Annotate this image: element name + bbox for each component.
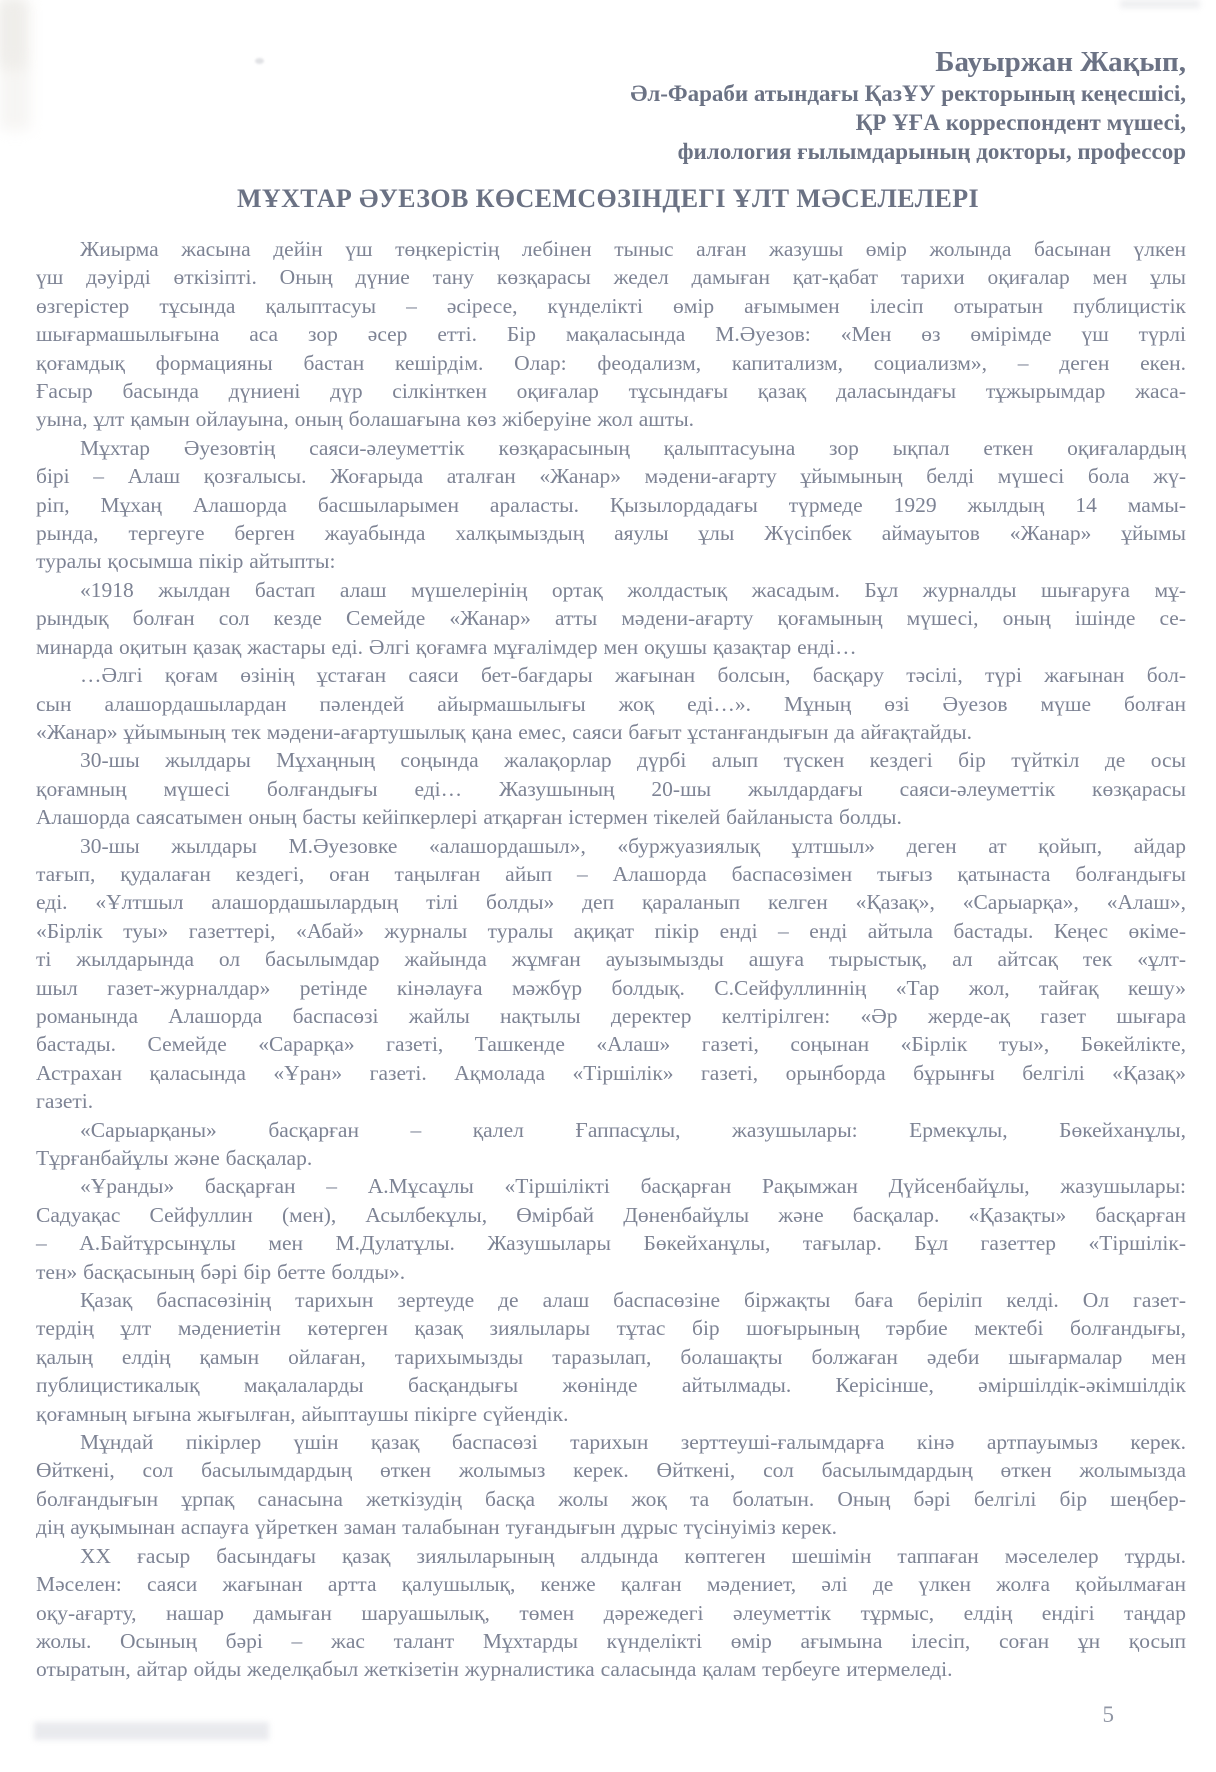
scan-smudge — [1120, 0, 1200, 8]
text-line: – А.Байтұрсынұлы мен М.Дулатұлы. Жазушылары Бөкейханұлы, тағылар. Бұл газеттер «Тіршілік- — [36, 1231, 1186, 1256]
text-line: 30-шы жылдары Мұхаңның соңында жалақорлар дүрбі алып түскен кездегі бір түйткіл де осы — [80, 748, 1186, 773]
text-line: қалың елдің қамын ойлаған, тарихымызды таразылап, болашақты болжаған әдеби шығармалар мен — [36, 1344, 1186, 1369]
author-name: Бауыржан Жақып, — [935, 46, 1186, 78]
paragraph — [36, 1116, 1186, 1173]
text-line: шыл газет-журналдар» ретінде кінәлауға мәжбүр болдық. С.Сейфуллиннің «Тар жол, тайғақ кешу» — [36, 975, 1186, 1000]
text-line: бірі – Алаш қозғалысы. Жоғарыда аталған «Жанар» мәдени-ағарту ұйымының белді мүшесі бола жү- — [36, 464, 1186, 489]
text-line: дің ауқымынан аспауға үйреткен заман талабынан туғандығын дұрыс түсінуіміз керек. — [36, 1515, 838, 1540]
paragraph — [36, 661, 1186, 746]
text-line: тен» басқасының бәрі бір бетте болды». — [36, 1259, 406, 1284]
text-line: тердің ұлт мәдениетін көтерген қазақ зиялылары тұтас бір шоғырының тәрбие мектебі болғандығы, — [36, 1316, 1186, 1341]
scan-smudge — [34, 1722, 269, 1740]
text-line: Тұрғанбайұлы және басқалар. — [36, 1146, 313, 1170]
paragraph — [36, 576, 1186, 661]
text-line: сын алашордашылардан пәлендей айырмашылығы жоқ еді…». Мұның өзі Әуезов мүше болған — [36, 691, 1186, 716]
text-line: публицистикалық мақалаларды басқандығы жөнінде айтылмады. Керісінше, әміршілдік-әкімшілдік — [36, 1373, 1186, 1398]
text-line: «Жанар» ұйымының тек мәдени-ағартушылық қана емес, саяси бағыт ұстанғандығын да айғақтайды. — [36, 719, 972, 744]
text-line: бастады. Семейде «Сарарқа» газеті, Ташкенде «Алаш» газеті, соңынан «Бірлік туы», Бөкейлікте, — [36, 1032, 1186, 1057]
article-title: МҰХТАР ӘУЕЗОВ КӨСЕМСӨЗІНДЕГІ ҰЛТ МӘСЕЛЕЛЕРІ — [236, 184, 980, 213]
text-line: еді. «Ұлтшыл алашордашылардың тілі болды» деп қараланып келген «Қазақ», «Сарыарқа», «Алаш», — [36, 890, 1186, 915]
paragraph — [36, 1542, 1186, 1684]
text-line: Ғасыр басында дүниені дүр сілкінткен оқиғалар тұсындағы қазақ даласындағы тұжырымдар жаса- — [36, 379, 1186, 404]
paragraph — [36, 832, 1186, 1116]
byline-line: филология ғылымдарының докторы, профессор — [677, 139, 1186, 164]
paragraph — [36, 1286, 1186, 1428]
text-line: өзгерістер тұсында қалыптасуы – әсіресе, күнделікті өмір ағымымен ілесіп отыратын публицистік — [36, 293, 1186, 318]
text-line: ті жылдарында ол басылымдар жайында жұмған ауызымызды ашуға тырыстық, ал айтсақ тек «ұлт- — [36, 947, 1186, 972]
text-line: отыратын, айтар ойды жеделқабыл жеткізетін журналистика саласында қалам тербеуге итермеледі. — [36, 1657, 953, 1682]
text-line: Жиырма жасына дейін үш төңкерістің лебінен тыныс алған жазушы өмір жолында басынан үлкен — [80, 237, 1186, 261]
text-line: газеті. — [36, 1089, 94, 1114]
text-line: «Бірлік туы» газеттері, «Абай» журналы туралы ақиқат пікір енді – енді айтыла бастады. Кеңес өкіме- — [36, 918, 1186, 943]
text-line: туралы қосымша пікір айтыпты: — [36, 549, 336, 574]
text-line: «1918 жылдан бастап алаш мүшелерінің ортақ жолдастық жасадым. Бұл журналды шығаруға мұ- — [80, 577, 1186, 602]
text-line: уына, ұлт қамын ойлауына, оның болашағына көз жіберуіне жол ашты. — [36, 407, 695, 432]
text-line: болғандығын ұрпақ санасына жеткізудің басқа жолы жоқ та болатын. Оның бәрі белгілі бір шеңбер- — [36, 1486, 1186, 1511]
text-line: «Сарыарқаны» басқарған – қалел Ғаппасұлы, жазушылары: Ермекұлы, Бөкейханұлы, — [80, 1117, 1186, 1142]
text-line: 30-шы жылдары М.Әуезовке «алашордашыл», «буржуазиялық ұлтшыл» деген ат қойып, айдар — [80, 833, 1186, 858]
text-line: оқу-ағарту, нашар дамыған шаруашылық, төмен дәрежедегі әлеуметтік тұрмыс, елдің ендігі таңдар — [36, 1600, 1186, 1625]
text-line: Астрахан қаласында «Ұран» газеті. Ақмолада «Тіршілік» газеті, орынборда бұрынғы белгілі «Қазақ» — [36, 1060, 1186, 1085]
paragraph — [36, 434, 1186, 576]
text-line: қоғамның ығына жығылған, айыптаушы пікірге сүйендік. — [36, 1401, 569, 1426]
text-line: «Ұранды» басқарған – А.Мұсаұлы «Тіршілікті басқарған Рақымжан Дүйсенбайұлы, жазушылары: — [80, 1174, 1186, 1199]
byline-line: Әл-Фараби атындағы ҚазҰУ ректорының кеңесшісі, — [630, 81, 1186, 106]
text-line: ХХ ғасыр басындағы қазақ зиялыларының алдында көптеген шешімін таппаған мәселелер тұрды. — [80, 1543, 1186, 1568]
text-line: шығармашылығына аса зор әсер етті. Бір мақаласында М.Әуезов: «Мен өз өмірімде үш түрлі — [36, 322, 1186, 347]
byline — [0, 46, 1186, 166]
text-line: үш дәуірді өткізіпті. Оның дүние тану көзқарасы жедел дамыған қат-қабат тарихи оқиғалар мен ұлы — [36, 265, 1186, 290]
article-body — [36, 235, 1186, 1684]
paragraph — [36, 746, 1186, 831]
text-line: Алашорда саясатымен оның басты кейіпкерлері атқарған істермен тікелей байланыста болды. — [36, 805, 902, 830]
text-line: Мұхтар Әуезовтің саяси-әлеуметтік көзқарасының қалыптасуына зор ықпал еткен оқиғалардың — [80, 435, 1186, 460]
text-line: ріп, Мұхаң Алашорда басшыларымен араласты. Қызылордадағы түрмеде 1929 жылдың 14 мамы- — [36, 492, 1186, 517]
text-line: романында Алашорда баспасөзі жайлы нақтылы деректер келтірілген: «Әр жерде-ақ газет шығара — [36, 1003, 1186, 1028]
author-credentials — [0, 79, 1186, 166]
text-line: …Әлгі қоғам өзінің ұстаған саяси бет-бағдары жағынан болсын, басқару тәсілі, түрі жағынан бол- — [80, 663, 1186, 688]
text-line: рында, тергеуге берген жауабында халқымыздың аяулы ұлы Жүсіпбек аймауытов «Жанар» ұйымы — [36, 521, 1186, 546]
text-line: Садуақас Сейфуллин (мен), Асылбекұлы, Өмірбай Дөненбайұлы және басқалар. «Қазақты» басқарған — [36, 1202, 1186, 1227]
paragraph — [36, 235, 1186, 434]
text-line: Мәселен: саяси жағынан артта қалушылық, кенже қалған мәдениет, әлі де үлкен жолға қойылмаған — [36, 1572, 1186, 1597]
paragraph — [36, 1172, 1186, 1286]
byline-line: ҚР ҰҒА корреспондент мүшесі, — [855, 110, 1186, 135]
text-line: тағып, қудалаған кездегі, оған таңылған айып – Алашорда баспасөзімен тығыз қатынаста болғандығы — [36, 861, 1186, 886]
text-line: қоғамдық формацияны бастан кешірдім. Олар: феодализм, капитализм, социализм», – деген екен. — [36, 350, 1186, 375]
text-line: жолы. Осының бәрі – жас талант Мұхтарды күнделікті өмір ағымына ілесіп, соған ұн қосып — [36, 1628, 1186, 1653]
text-line: Қазақ баспасөзінің тарихын зертеуде де алаш баспасөзіне біржақты баға беріліп келді. Ол газет- — [80, 1288, 1186, 1313]
text-line: қоғамның мүшесі болғандығы еді… Жазушының 20-шы жылдардағы саяси-әлеуметтік көзқарасы — [36, 776, 1186, 801]
text-line: рындық болған сол кезде Семейде «Жанар» атты мәдени-ағарту қоғамының мүшесі, оның ішінде се- — [36, 606, 1186, 631]
page-number: 5 — [1102, 1702, 1114, 1727]
text-line: минарда оқитын қазақ жастары еді. Әлгі қоғамға мұғалімдер мен оқушы қазақтар енді… — [36, 634, 857, 659]
paragraph — [36, 1428, 1186, 1542]
text-line: Мұндай пікірлер үшін қазақ баспасөзі тарихын зерттеуші-ғалымдарға кінә артпауымыз керек. — [80, 1430, 1186, 1455]
text-line: Өйткені, сол басылымдардың өткен жолымыз керек. Өйткені, сол басылымдардың өткен жолымызда — [36, 1458, 1186, 1483]
